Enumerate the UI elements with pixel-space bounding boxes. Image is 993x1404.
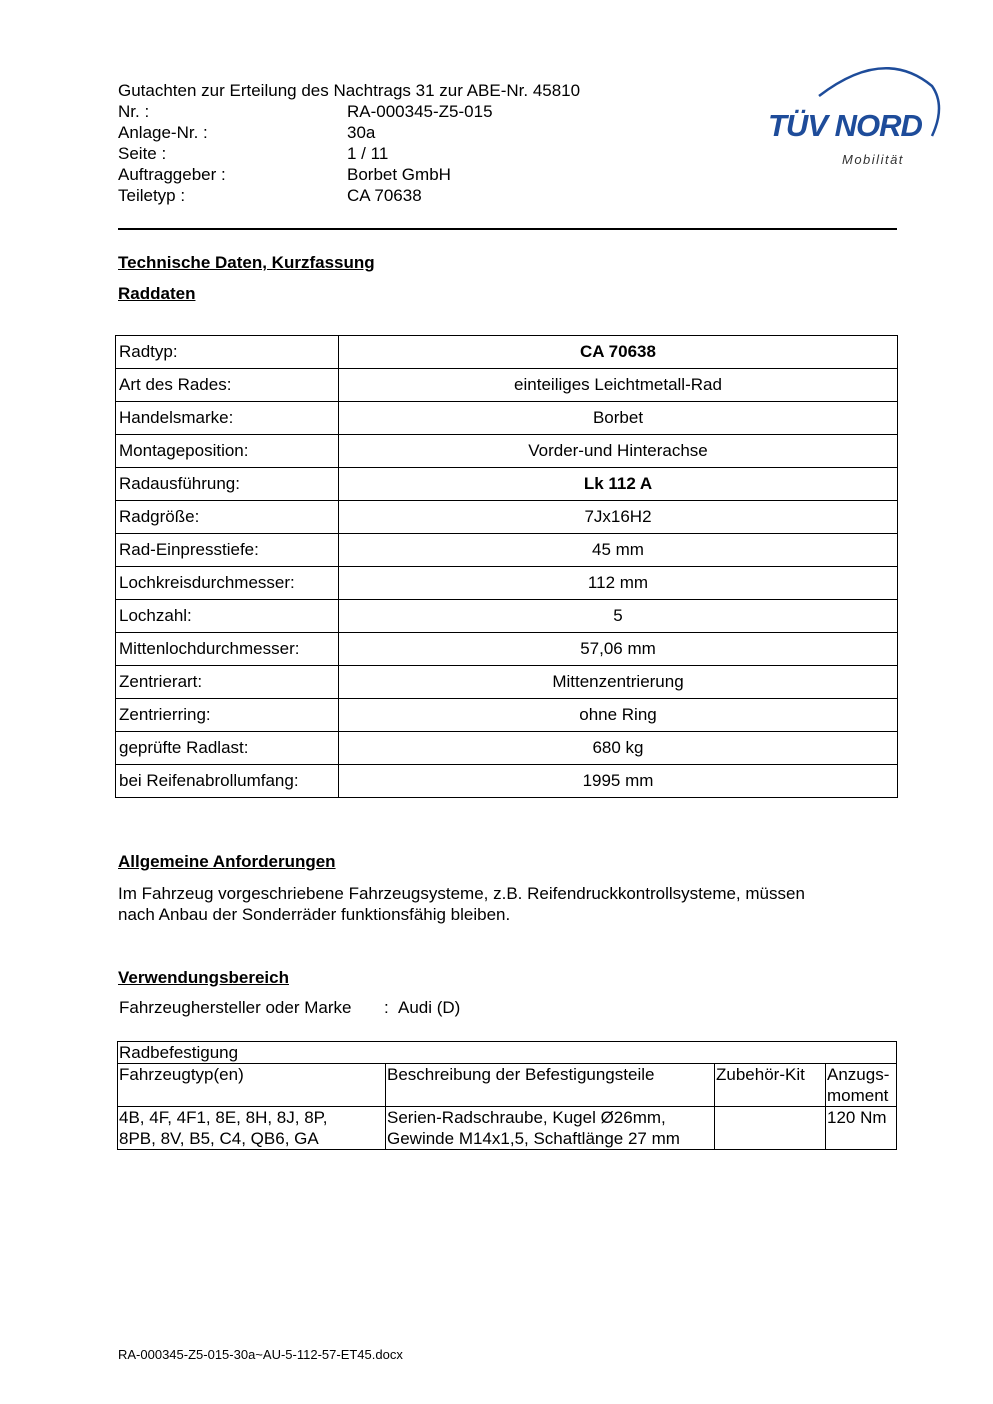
raddaten-table [115,335,898,798]
cell-line: 4B, 4F, 4F1, 8E, 8H, 8J, 8P, [119,1108,328,1127]
table-row [116,666,898,699]
table-row [116,534,898,567]
header-zubehoer-kit: Zubehör-Kit [715,1064,826,1107]
rad-value: einteiliges Leichtmetall-Rad [339,369,898,402]
rad-key: geprüfte Radlast: [116,732,339,765]
cell-beschreibung [386,1107,715,1150]
table-row [118,1107,897,1150]
header-label: Teiletyp : [118,186,186,205]
header-label: Auftraggeber : [118,165,226,184]
rad-key: Zentrierring: [116,699,339,732]
rad-value: Lk 112 A [339,468,898,501]
cell-line: Gewinde M14x1,5, Schaftlänge 27 mm [387,1129,680,1148]
table-row [116,765,898,798]
header-value: RA-000345-Z5-015 [347,102,493,121]
table-row [116,468,898,501]
rad-value: Borbet [339,402,898,435]
footer-filename: RA-000345-Z5-015-30a~AU-5-112-57-ET45.docx [118,1347,403,1362]
header-beschreibung: Beschreibung der Befestigungsteile [386,1064,715,1107]
table-caption-row [118,1042,897,1064]
cell-line: Serien-Radschraube, Kugel Ø26mm, [387,1108,666,1127]
header-value: CA 70638 [347,186,422,205]
verwendung-label: Fahrzeughersteller oder Marke [119,998,352,1017]
header-value: 30a [347,123,376,142]
allgemeine-text-line: nach Anbau der Sonderräder funktionsfähig bleiben. [118,905,511,924]
header-anzugsmoment-line: moment [827,1086,889,1105]
section-title-verwendung: Verwendungsbereich [118,968,289,987]
rad-key: Radausführung: [116,468,339,501]
table-row [116,369,898,402]
radbefestigung-table [117,1041,897,1150]
table-row [116,435,898,468]
rad-value: 1995 mm [339,765,898,798]
header-value: 1 / 11 [347,144,389,163]
rad-value: Vorder-und Hinterachse [339,435,898,468]
table-row [116,699,898,732]
rad-value: ohne Ring [339,699,898,732]
rad-value: 45 mm [339,534,898,567]
rad-key: Art des Rades: [116,369,339,402]
table-row [116,402,898,435]
logo-subtitle: Mobilität [842,152,904,167]
cell-anzugsmoment: 120 Nm [826,1107,897,1150]
cell-zubehoer-kit [715,1107,826,1150]
document-title: Gutachten zur Erteilung des Nachtrags 31 zur ABE-Nr. 45810 [118,81,581,100]
header-divider [118,228,897,230]
header-label: Seite : [118,144,167,163]
table-row [116,336,898,369]
rad-key: Handelsmarke: [116,402,339,435]
verwendung-colon: : [384,998,389,1017]
header-fahrzeugtyp: Fahrzeugtyp(en) [118,1064,386,1107]
cell-line: 8PB, 8V, B5, C4, QB6, GA [119,1129,319,1148]
header-value: Borbet GmbH [347,165,451,184]
rad-value: 57,06 mm [339,633,898,666]
header-label: Anlage-Nr. : [118,123,208,142]
rad-key: Montageposition: [116,435,339,468]
section-title-allgemeine: Allgemeine Anforderungen [118,852,336,871]
rad-value: 7Jx16H2 [339,501,898,534]
allgemeine-text-line: Im Fahrzeug vorgeschriebene Fahrzeugsysteme, z.B. Reifendruckkontrollsysteme, müssen [118,884,805,903]
header-label: Nr. : [118,102,150,121]
rad-value: Mittenzentrierung [339,666,898,699]
rad-key: Radtyp: [116,336,339,369]
rad-key: bei Reifenabrollumfang: [116,765,339,798]
verwendung-value: Audi (D) [398,998,461,1017]
header-anzugsmoment [826,1064,897,1107]
radbefestigung-caption: Radbefestigung [118,1042,897,1064]
table-header-row [118,1064,897,1107]
header-anzugsmoment-line: Anzugs- [827,1065,890,1084]
rad-value: 112 mm [339,567,898,600]
rad-key: Zentrierart: [116,666,339,699]
rad-value: 5 [339,600,898,633]
rad-key: Rad-Einpresstiefe: [116,534,339,567]
table-row [116,600,898,633]
table-row [116,633,898,666]
table-row [116,732,898,765]
allgemeine-text [118,883,888,925]
rad-value: 680 kg [339,732,898,765]
rad-key: Mittenlochdurchmesser: [116,633,339,666]
table-row [116,567,898,600]
rad-value: CA 70638 [339,336,898,369]
tuev-nord-logo [764,56,944,174]
rad-key: Lochzahl: [116,600,339,633]
section-title-raddaten: Raddaten [118,284,196,303]
rad-key: Lochkreisdurchmesser: [116,567,339,600]
cell-fahrzeugtypen [118,1107,386,1150]
logo-brand: TÜV NORD [768,108,922,143]
section-title-technische-daten: Technische Daten, Kurzfassung [118,253,375,272]
table-row [116,501,898,534]
rad-key: Radgröße: [116,501,339,534]
